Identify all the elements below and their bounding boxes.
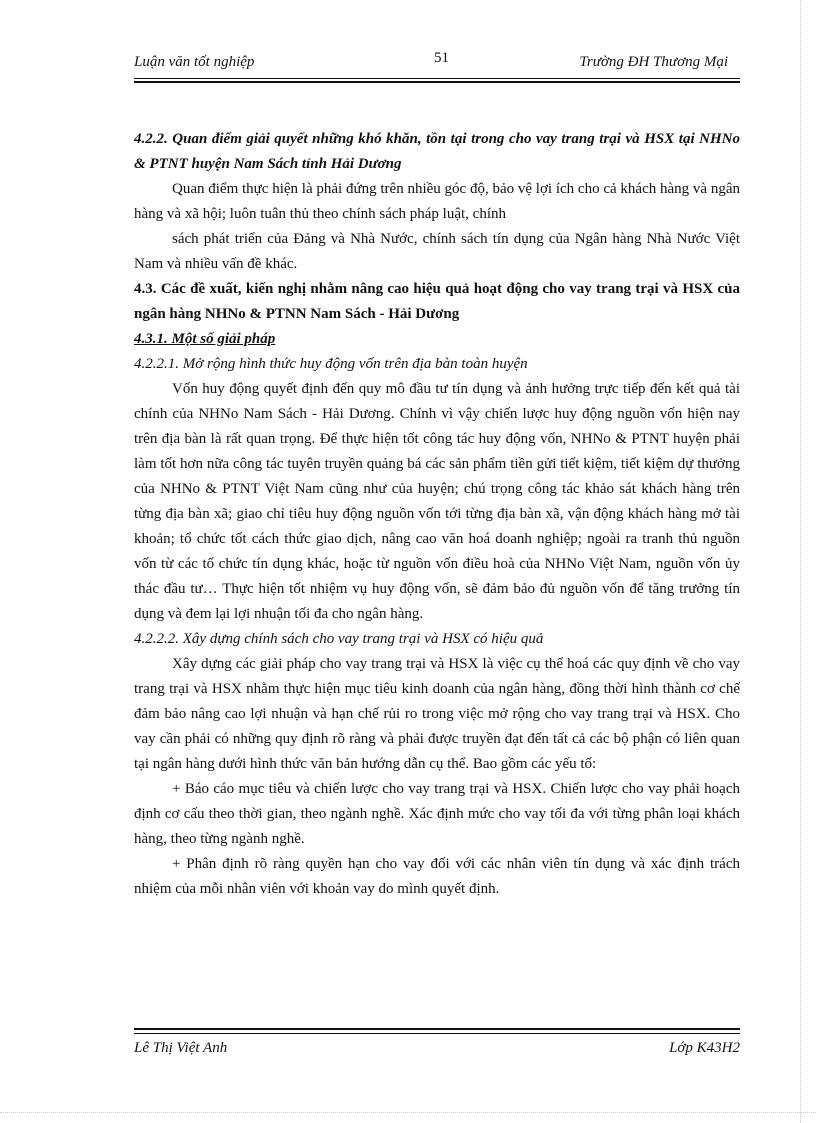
page-header	[134, 50, 740, 80]
page-footer	[134, 1040, 740, 1064]
paragraph-4-2-2-a: Quan điểm thực hiện là phải đứng trên nhiều góc độ, bảo vệ lợi ích cho cả khách hàng và ngân hàng và xã hội; luôn tuân thủ theo chính sách pháp luật, chính	[134, 181, 740, 222]
header-thesis-label: Luận văn tốt nghiệp	[134, 54, 255, 70]
paragraph-lending-authority: + Phân định rõ ràng quyền hạn cho vay đối với các nhân viên tín dụng và xác định trách nhiệm của mỗi nhân viên với khoản vay do mình quyết định.	[134, 856, 740, 897]
page-edge-right	[800, 0, 801, 1123]
header-rule-thick	[134, 81, 740, 83]
subheading-4-2-2-1: 4.2.2.1. Mở rộng hình thức huy động vốn trên địa bàn toàn huyện	[134, 356, 528, 372]
footer-rule-thick	[134, 1028, 740, 1030]
paragraph-4-2-2-b: sách phát triển của Đảng và Nhà Nước, chính sách tín dụng của Ngân hàng Nhà Nước Việt Nam và nhiều vấn đề khác.	[134, 231, 740, 272]
heading-4-3-1: 4.3.1. Một số giải pháp	[134, 331, 276, 347]
footer-class: Lớp K43H2	[669, 1040, 740, 1056]
heading-4-3: 4.3. Các đề xuất, kiến nghị nhằm nâng cao hiệu quả hoạt động cho vay trang trại và HSX của ngân hàng NHNo & PTNN Nam Sách - Hải Dương	[134, 281, 740, 322]
paragraph-lending-policy: Xây dựng các giải pháp cho vay trang trại và HSX là việc cụ thể hoá các quy định về cho vay trang trại và HSX nhằm thực hiện mục tiêu kinh doanh của ngân hàng, đồng thời hình thành cơ chế đảm bảo nâng cao lợi nhuận và hạn chế rủi ro trong việc mở rộng cho vay trang trại và HSX. Cho vay cần phải có những quy định rõ ràng và phải được truyền đạt đến tất cả các bộ phận có liên quan tại ngân hàng dưới hình thức văn bản hướng dẫn cụ thể. Bao gồm các yếu tố:	[134, 656, 740, 772]
paragraph-lending-strategy: + Báo cáo mục tiêu và chiến lược cho vay trang trại và HSX. Chiến lược cho vay phải hoạch định cơ cấu theo thời gian, theo ngành nghề. Xác định mức cho vay tối đa với từng phân loại khách hàng, theo từng ngành nghề.	[134, 781, 740, 847]
header-university: Trường ĐH Thương Mại	[579, 54, 728, 70]
heading-4-2-2: 4.2.2. Quan điểm giải quyết những khó khăn, tồn tại trong cho vay trang trại và HSX tại NHNo & PTNT huyện Nam Sách tỉnh Hải Dương	[134, 131, 740, 172]
page-edge-bottom	[0, 1112, 816, 1113]
header-rule-thin	[134, 78, 740, 79]
footer-rule-thin	[134, 1033, 740, 1034]
paragraph-capital-mobilization: Vốn huy động quyết định đến quy mô đầu tư tín dụng và ảnh hưởng trực tiếp đến kết quả tài chính của NHNo Nam Sách - Hải Dương. Chính vì vậy chiến lược huy động nguồn vốn hiện nay trên địa bàn là rất quan trọng. Để thực hiện tốt công tác huy động vốn, NHNo & PTNT huyện phải làm tốt hơn nữa công tác tuyên truyền quảng bá các sản phẩm tiền gửi tiết kiệm, tiết kiệm dự thưởng của NHNo & PTNT Việt Nam cũng như của huyện; chú trọng công tác khảo sát khách hàng trên từng địa bàn xã; giao chỉ tiêu huy động nguồn vốn tới từng địa bàn xã, vận động khách hàng mở tài khoản; tổ chức tốt cách thức giao dịch, nâng cao văn hoá doanh nghiệp; ngoài ra tranh thủ nguồn vốn từ các tổ chức tín dụng khác, hoặc từ nguồn vốn điều hoà của NHNo Việt Nam, nguồn vốn ủy thác đầu tư… Thực hiện tốt nhiệm vụ huy động vốn, sẽ đảm bảo đủ nguồn vốn để tăng trưởng tín dụng và đem lại lợi nhuận tối đa cho ngân hàng.	[134, 381, 740, 622]
page-number: 51	[434, 50, 449, 66]
subheading-4-2-2-2: 4.2.2.2. Xây dựng chính sách cho vay trang trại và HSX có hiệu quả	[134, 631, 544, 647]
document-body	[134, 127, 740, 902]
footer-author: Lê Thị Việt Anh	[134, 1040, 228, 1056]
